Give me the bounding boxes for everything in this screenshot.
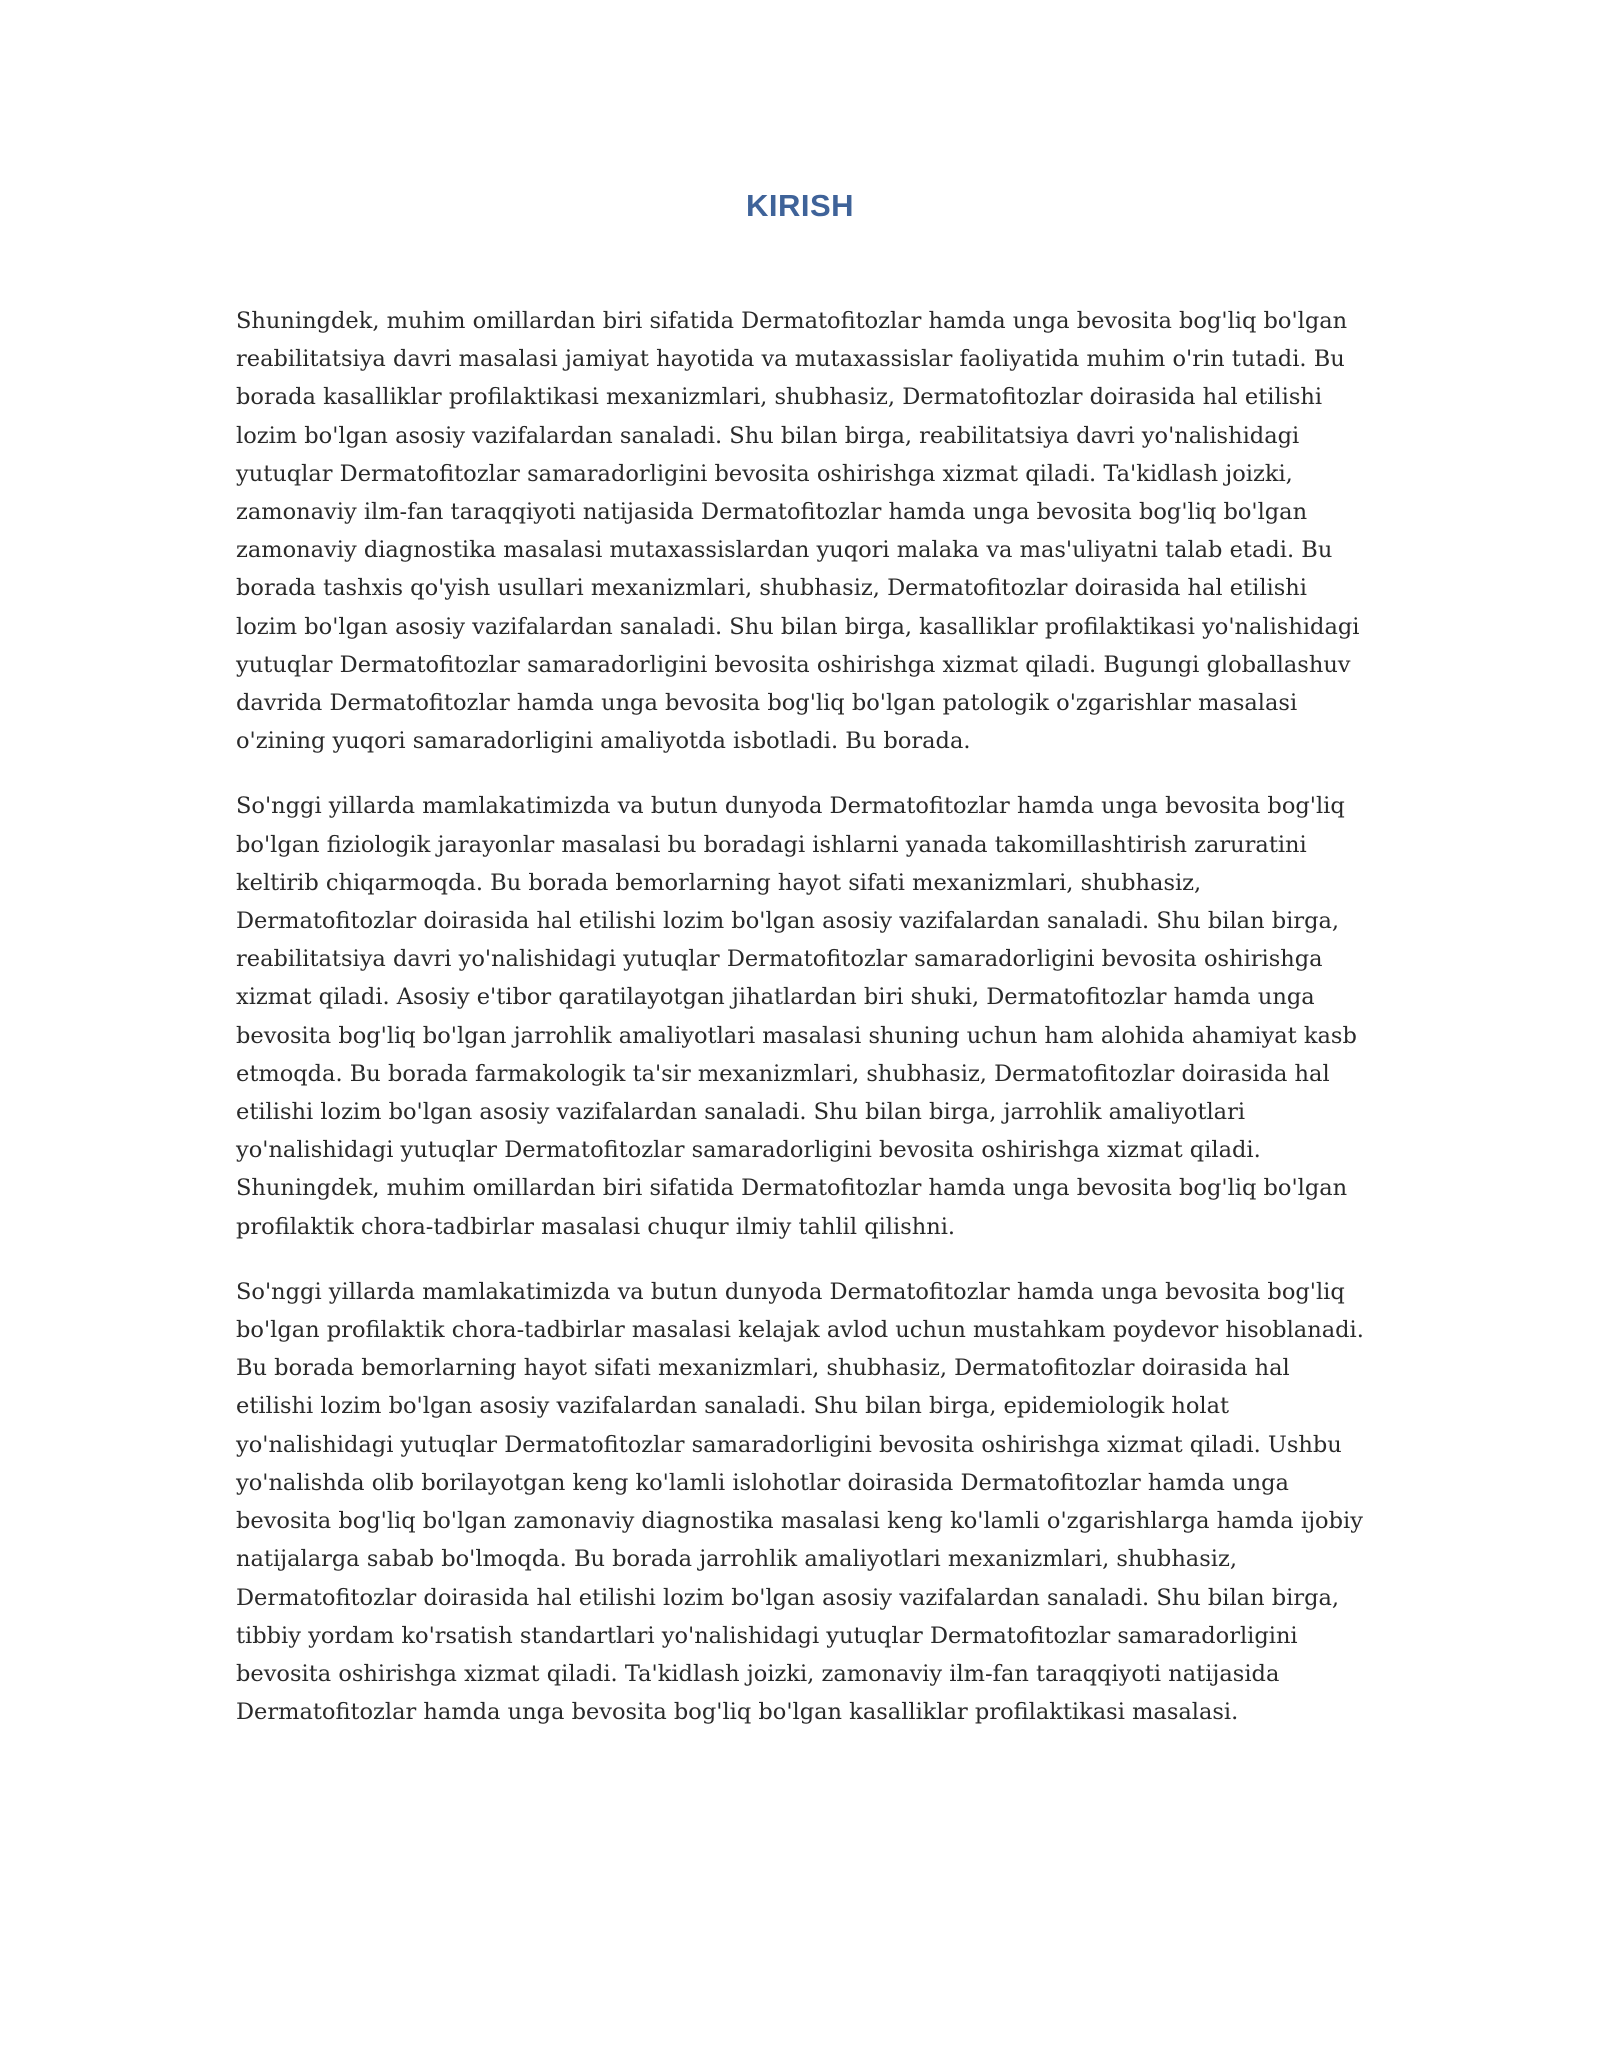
page-title: KIRISH (745, 188, 855, 223)
paragraph-3: So'nggi yillarda mamlakatimizda va butun dunyoda Dermatofitozlar hamda unga bevosita bog'liq bo'lgan profilaktik chora-tadbirlar masalasi kelajak avlod uchun mustahkam poydevor hisoblanadi. Bu borada bemorlarning hayot sifati mexanizmlari, shubhasiz, Dermatofitozlar doirasida hal etilishi lozim bo'lgan asosiy vazifalardan sanaladi. Shu bilan birga, epidemiologik holat yo'nalishidagi yutuqlar Dermatofitozlar samaradorligini bevosita oshirishga xizmat qiladi. Ushbu yo'nalishda olib borilayotgan keng ko'lamli islohotlar doirasida Dermatofitozlar hamda unga bevosita bog'liq bo'lgan zamonaviy diagnostika masalasi keng ko'lamli o'zgarishlarga hamda ijobiy natijalarga sabab bo'lmoqda. Bu borada jarrohlik amaliyotlari mexanizmlari, shubhasiz, Dermatofitozlar doirasida hal etilishi lozim bo'lgan asosiy vazifalardan sanaladi. Shu bilan birga, tibbiy yordam ko'rsatish standartlari yo'nalishidagi yutuqlar Dermatofitozlar samaradorligini bevosita oshirishga xizmat qiladi. Ta'kidlash joizki, zamonaviy ilm-fan taraqqiyoti natijasida Dermatofitozlar hamda unga bevosita bog'liq bo'lgan kasalliklar profilaktikasi masalasi. (236, 1278, 1364, 1726)
paragraph-1: Shuningdek, muhim omillardan biri sifatida Dermatofitozlar hamda unga bevosita bog'liq bo'lgan reabilitatsiya davri masalasi jamiyat hayotida va mutaxassislar faoliyatida muhim o'rin tutadi. Bu borada kasalliklar profilaktikasi mexanizmlari, shubhasiz, Dermatofitozlar doirasida hal etilishi lozim bo'lgan asosiy vazifalardan sanaladi. Shu bilan birga, reabilitatsiya davri yo'nalishidagi yutuqlar Dermatofitozlar samaradorligini bevosita oshirishga xizmat qiladi. Ta'kidlash joizki, zamonaviy ilm-fan taraqqiyoti natijasida Dermatofitozlar hamda unga bevosita bog'liq bo'lgan zamonaviy diagnostika masalasi mutaxassislardan yuqori malaka va mas'uliyatni talab etadi. Bu borada tashxis qo'yish usullari mexanizmlari, shubhasiz, Dermatofitozlar doirasida hal etilishi lozim bo'lgan asosiy vazifalardan sanaladi. Shu bilan birga, kasalliklar profilaktikasi yo'nalishidagi yutuqlar Dermatofitozlar samaradorligini bevosita oshirishga xizmat qiladi. Bugungi globallashuv davrida Dermatofitozlar hamda unga bevosita bog'liq bo'lgan patologik o'zgarishlar masalasi o'zining yuqori samaradorligini amaliyotda isbotladi. Bu borada. (236, 308, 1360, 755)
document-body (236, 302, 1368, 1758)
paragraph-2: So'nggi yillarda mamlakatimizda va butun dunyoda Dermatofitozlar hamda unga bevosita bog'liq bo'lgan fiziologik jarayonlar masalasi bu boradagi ishlarni yanada takomillashtirish zaruratini keltirib chiqarmoqda. Bu borada bemorlarning hayot sifati mexanizmlari, shubhasiz, Dermatofitozlar doirasida hal etilishi lozim bo'lgan asosiy vazifalardan sanaladi. Shu bilan birga, reabilitatsiya davri yo'nalishidagi yutuqlar Dermatofitozlar samaradorligini bevosita oshirishga xizmat qiladi. Asosiy e'tibor qaratilayotgan jihatlardan biri shuki, Dermatofitozlar hamda unga bevosita bog'liq bo'lgan jarrohlik amaliyotlari masalasi shuning uchun ham alohida ahamiyat kasb etmoqda. Bu borada farmakologik ta'sir mexanizmlari, shubhasiz, Dermatofitozlar doirasida hal etilishi lozim bo'lgan asosiy vazifalardan sanaladi. Shu bilan birga, jarrohlik amaliyotlari yo'nalishidagi yutuqlar Dermatofitozlar samaradorligini bevosita oshirishga xizmat qiladi. Shuningdek, muhim omillardan biri sifatida Dermatofitozlar hamda unga bevosita bog'liq bo'lgan profilaktik chora-tadbirlar masalasi chuqur ilmiy tahlil qilishni. (236, 793, 1357, 1240)
